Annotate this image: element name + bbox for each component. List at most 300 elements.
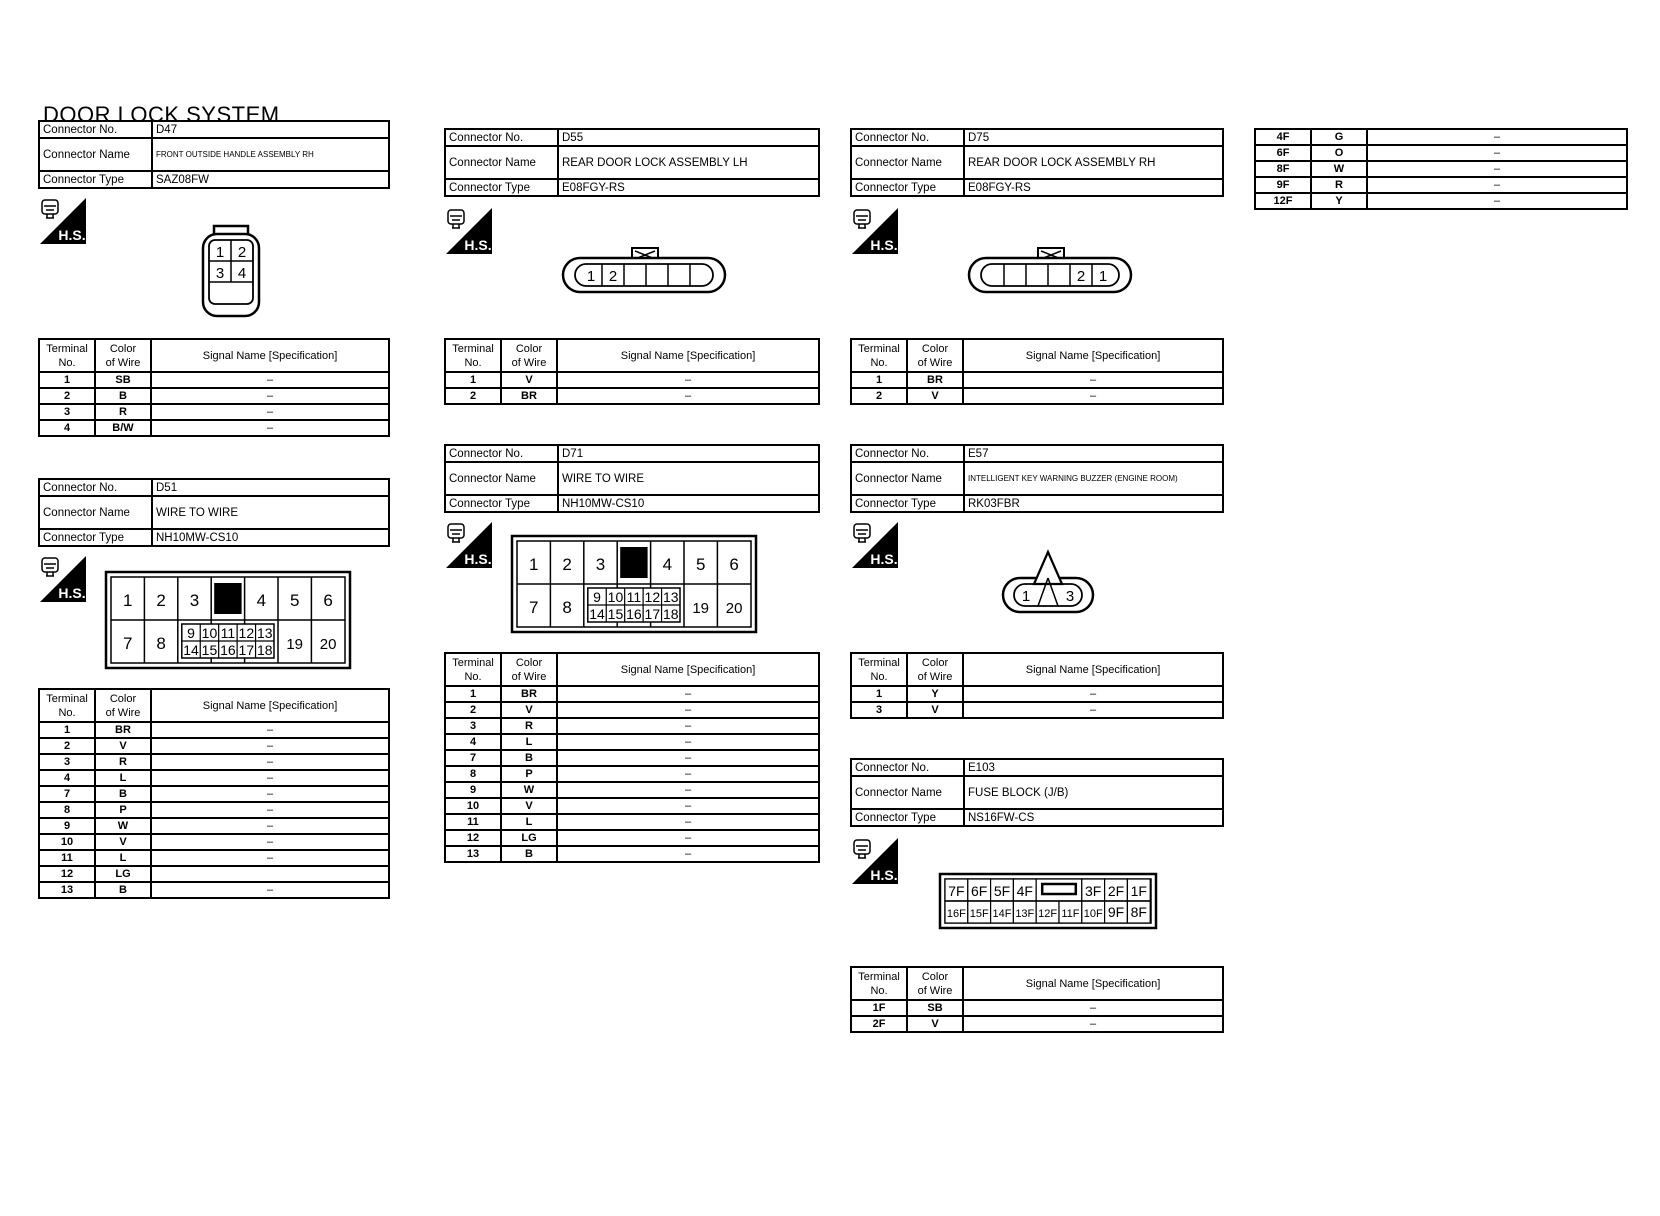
pin-label: 1 xyxy=(528,555,539,574)
connector-no-value: D75 xyxy=(964,129,1223,146)
table-row xyxy=(445,766,819,782)
connector-diagram-e103 xyxy=(938,872,1158,935)
connector-type-label: Connector Type xyxy=(851,179,964,196)
terminal-no: 11 xyxy=(445,814,501,830)
pin-label: 3 xyxy=(595,555,606,574)
wire-color: Y xyxy=(907,686,963,702)
wire-color: Y xyxy=(1311,193,1367,209)
wire-color: P xyxy=(95,802,151,818)
pin-label: 2 xyxy=(608,268,618,285)
pin-label: 13 xyxy=(256,625,273,641)
hs-label: H.S. xyxy=(464,551,492,567)
wire-color: L xyxy=(95,770,151,786)
connector-name-value: WIRE TO WIRE xyxy=(152,496,389,529)
connector-name-label: Connector Name xyxy=(445,462,558,495)
terminal-no: 6F xyxy=(1255,145,1311,161)
harness-side-icon xyxy=(38,196,88,246)
connector-name-label: Connector Name xyxy=(39,496,152,529)
terminal-table-d51 xyxy=(38,688,390,899)
terminal-no: 9 xyxy=(39,818,95,834)
wire-color: BR xyxy=(501,388,557,404)
connector-diagram-d51 xyxy=(104,570,352,675)
signal-name-header: Signal Name [Specification] xyxy=(557,339,819,372)
connector-type-label: Connector Type xyxy=(851,495,964,512)
connector-no-value: D51 xyxy=(152,479,389,496)
harness-side-icon xyxy=(38,554,88,604)
table-row xyxy=(445,814,819,830)
table-row xyxy=(445,718,819,734)
connector-diagram-d75 xyxy=(966,244,1136,301)
signal-name: – xyxy=(963,702,1223,718)
signal-name: – xyxy=(151,882,389,898)
pin-label: 4 xyxy=(256,591,267,610)
signal-name: – xyxy=(151,818,389,834)
wire-color: B xyxy=(501,846,557,862)
connector-no-label: Connector No. xyxy=(851,445,964,462)
table-row xyxy=(39,404,389,420)
connector-type-value: E08FGY-RS xyxy=(964,179,1223,196)
hs-label: H.S. xyxy=(58,227,86,243)
wire-color-header: Color of Wire xyxy=(95,339,151,372)
connector-info-e103 xyxy=(850,758,1224,827)
pin-label: 2 xyxy=(237,244,247,261)
hs-label: H.S. xyxy=(870,867,898,883)
table-row xyxy=(39,882,389,898)
wire-color: O xyxy=(1311,145,1367,161)
connector-diagram-e57 xyxy=(1000,548,1096,623)
table-row xyxy=(445,686,819,702)
wire-color: SB xyxy=(95,372,151,388)
signal-name: – xyxy=(151,372,389,388)
terminal-no: 3 xyxy=(851,702,907,718)
pin-label: 11F xyxy=(1061,908,1080,920)
signal-name: – xyxy=(557,750,819,766)
connector-no-value: D47 xyxy=(152,121,389,138)
pin-label: 6F xyxy=(971,883,988,899)
table-row xyxy=(445,388,819,404)
wire-color-header: Color of Wire xyxy=(95,689,151,722)
wire-color: B xyxy=(95,786,151,802)
signal-name: – xyxy=(557,846,819,862)
harness-side-icon xyxy=(444,206,494,256)
signal-name: – xyxy=(151,850,389,866)
pin-label: 1 xyxy=(122,591,133,610)
pin-label: 4 xyxy=(237,265,247,282)
signal-name: – xyxy=(1367,177,1627,193)
terminal-no: 1 xyxy=(39,722,95,738)
pin-label: 9 xyxy=(593,589,601,605)
table-row xyxy=(39,372,389,388)
hs-label: H.S. xyxy=(870,237,898,253)
connector-name-value: REAR DOOR LOCK ASSEMBLY LH xyxy=(558,146,819,179)
signal-name: – xyxy=(151,388,389,404)
signal-name-header: Signal Name [Specification] xyxy=(151,689,389,722)
pin-label: 14F xyxy=(992,908,1012,920)
signal-name: – xyxy=(1367,161,1627,177)
terminal-table-d71 xyxy=(444,652,820,863)
terminal-no-header: Terminal No. xyxy=(445,339,501,372)
signal-name: – xyxy=(557,388,819,404)
wire-color: B xyxy=(501,750,557,766)
pin-label: 15 xyxy=(607,606,624,622)
terminal-no: 1 xyxy=(851,372,907,388)
terminal-no: 1 xyxy=(851,686,907,702)
terminal-no: 4 xyxy=(39,770,95,786)
pin-label: 3F xyxy=(1085,883,1102,899)
connector-name-value: FRONT OUTSIDE HANDLE ASSEMBLY RH xyxy=(152,138,389,171)
connector-name-label: Connector Name xyxy=(851,146,964,179)
wire-color: V xyxy=(501,372,557,388)
pin-label: 2 xyxy=(156,591,166,610)
table-row xyxy=(445,702,819,718)
connector-diagram-d55 xyxy=(560,244,730,301)
table-row xyxy=(851,702,1223,718)
pin-label: 16F xyxy=(946,908,966,920)
pin-label: 4 xyxy=(662,555,673,574)
signal-name: – xyxy=(963,1000,1223,1016)
pin-label: 18 xyxy=(256,642,273,658)
wire-color: L xyxy=(501,814,557,830)
pin-label: 11 xyxy=(626,589,642,605)
connector-type-label: Connector Type xyxy=(445,495,558,512)
connector-info-d71 xyxy=(444,444,820,513)
wire-color: P xyxy=(501,766,557,782)
terminal-table-d75 xyxy=(850,338,1224,405)
wire-color: V xyxy=(95,738,151,754)
signal-name: – xyxy=(963,372,1223,388)
pin-label: 13 xyxy=(662,589,679,605)
connector-info-d75 xyxy=(850,128,1224,197)
hs-label: H.S. xyxy=(58,585,86,601)
connector-name-label: Connector Name xyxy=(39,138,152,171)
signal-name: – xyxy=(1367,145,1627,161)
terminal-no: 12F xyxy=(1255,193,1311,209)
wire-color: V xyxy=(907,702,963,718)
pin-label: 18 xyxy=(662,606,679,622)
terminal-no: 4 xyxy=(39,420,95,436)
table-row xyxy=(39,866,389,882)
pin-label: 5F xyxy=(993,883,1011,899)
table-row xyxy=(39,420,389,436)
table-row xyxy=(39,802,389,818)
terminal-no: 2 xyxy=(39,738,95,754)
harness-side-icon xyxy=(850,206,900,256)
terminal-no: 4 xyxy=(445,734,501,750)
pin-label: 1 xyxy=(1021,588,1031,605)
pin-label: 15 xyxy=(201,642,218,658)
connector-no-value: E57 xyxy=(964,445,1223,462)
pin-label: 1F xyxy=(1130,883,1147,899)
table-row xyxy=(445,734,819,750)
signal-name xyxy=(151,866,389,882)
pin-label: 3 xyxy=(189,591,200,610)
wire-color: W xyxy=(1311,161,1367,177)
signal-name: – xyxy=(557,798,819,814)
signal-name: – xyxy=(151,786,389,802)
pin-label: 13F xyxy=(1015,908,1035,920)
wire-color: B xyxy=(95,882,151,898)
terminal-no: 1 xyxy=(445,372,501,388)
connector-name-label: Connector Name xyxy=(851,776,964,809)
wire-color: R xyxy=(1311,177,1367,193)
pin-label: 3 xyxy=(215,265,225,282)
page-title: DOOR LOCK SYSTEM xyxy=(43,102,280,127)
signal-name-header: Signal Name [Specification] xyxy=(151,339,389,372)
wire-color: SB xyxy=(907,1000,963,1016)
signal-name: – xyxy=(151,722,389,738)
table-row xyxy=(851,1016,1223,1032)
pin-label: 10 xyxy=(607,589,624,605)
pin-label: 16 xyxy=(626,606,642,622)
terminal-no: 8 xyxy=(445,766,501,782)
pin-label: 2 xyxy=(1076,268,1086,285)
table-row xyxy=(39,770,389,786)
wire-color-header: Color of Wire xyxy=(907,339,963,372)
terminal-no: 2 xyxy=(445,702,501,718)
wire-color: R xyxy=(95,754,151,770)
pin-label: 8F xyxy=(1130,904,1147,920)
terminal-no: 1 xyxy=(445,686,501,702)
signal-name: – xyxy=(963,1016,1223,1032)
signal-name: – xyxy=(1367,193,1627,209)
terminal-table-d55 xyxy=(444,338,820,405)
connector-no-value: E103 xyxy=(964,759,1223,776)
terminal-table-e103-continued xyxy=(1254,128,1628,210)
harness-side-icon xyxy=(850,520,900,570)
connector-name-value: FUSE BLOCK (J/B) xyxy=(964,776,1223,809)
terminal-no: 2 xyxy=(445,388,501,404)
pin-label: 8 xyxy=(562,598,572,617)
wire-color: L xyxy=(95,850,151,866)
table-row xyxy=(39,738,389,754)
table-row xyxy=(445,798,819,814)
pin-label: 19 xyxy=(286,636,304,653)
wire-color: BR xyxy=(501,686,557,702)
signal-name: – xyxy=(557,830,819,846)
pin-label: 12 xyxy=(644,589,661,605)
wire-color: R xyxy=(95,404,151,420)
pin-label: 16 xyxy=(220,642,236,658)
connector-type-label: Connector Type xyxy=(39,529,152,546)
signal-name: – xyxy=(151,420,389,436)
terminal-no-header: Terminal No. xyxy=(851,653,907,686)
table-row xyxy=(445,750,819,766)
table-row xyxy=(1255,193,1627,209)
wire-color: LG xyxy=(501,830,557,846)
table-row xyxy=(39,388,389,404)
signal-name: – xyxy=(151,738,389,754)
table-row xyxy=(851,686,1223,702)
connector-type-label: Connector Type xyxy=(39,171,152,188)
connector-no-label: Connector No. xyxy=(39,121,152,138)
wire-color: G xyxy=(1311,129,1367,145)
terminal-no: 13 xyxy=(39,882,95,898)
signal-name: – xyxy=(963,388,1223,404)
connector-name-value: INTELLIGENT KEY WARNING BUZZER (ENGINE ROOM) xyxy=(964,462,1223,495)
terminal-no: 2 xyxy=(851,388,907,404)
pin-label: 19 xyxy=(692,600,710,617)
wire-color: W xyxy=(501,782,557,798)
table-row xyxy=(39,818,389,834)
terminal-no-header: Terminal No. xyxy=(39,339,95,372)
signal-name-header: Signal Name [Specification] xyxy=(557,653,819,686)
connector-type-value: SAZ08FW xyxy=(152,171,389,188)
pin-label: 14 xyxy=(183,642,199,658)
pin-label: 17 xyxy=(644,606,661,622)
connector-name-label: Connector Name xyxy=(445,146,558,179)
connector-name-value: WIRE TO WIRE xyxy=(558,462,819,495)
pin-label: 11 xyxy=(220,625,236,641)
connector-no-label: Connector No. xyxy=(851,129,964,146)
connector-name-label: Connector Name xyxy=(851,462,964,495)
harness-side-icon xyxy=(444,520,494,570)
pin-label: 5 xyxy=(289,591,300,610)
wire-color: W xyxy=(95,818,151,834)
terminal-no: 10 xyxy=(445,798,501,814)
connector-type-label: Connector Type xyxy=(851,809,964,826)
pin-label: 2 xyxy=(562,555,572,574)
terminal-no: 10 xyxy=(39,834,95,850)
terminal-no-header: Terminal No. xyxy=(851,339,907,372)
table-row xyxy=(1255,145,1627,161)
pin-label: 5 xyxy=(695,555,706,574)
pin-label: 7F xyxy=(948,883,965,899)
signal-name: – xyxy=(557,734,819,750)
pin-label: 12F xyxy=(1038,908,1058,920)
signal-name: – xyxy=(557,782,819,798)
connector-type-value: RK03FBR xyxy=(964,495,1223,512)
signal-name: – xyxy=(557,814,819,830)
terminal-no: 3 xyxy=(39,404,95,420)
signal-name: – xyxy=(557,372,819,388)
connector-no-label: Connector No. xyxy=(851,759,964,776)
terminal-no-header: Terminal No. xyxy=(445,653,501,686)
terminal-no: 12 xyxy=(39,866,95,882)
signal-name: – xyxy=(557,766,819,782)
wire-color-header: Color of Wire xyxy=(501,653,557,686)
pin-label: 7 xyxy=(528,598,539,617)
wire-color: V xyxy=(501,798,557,814)
pin-label: 9F xyxy=(1107,904,1125,920)
signal-name: – xyxy=(557,702,819,718)
table-row xyxy=(445,846,819,862)
signal-name: – xyxy=(557,686,819,702)
signal-name: – xyxy=(557,718,819,734)
wire-color: B/W xyxy=(95,420,151,436)
signal-name: – xyxy=(151,834,389,850)
connector-type-value: NS16FW-CS xyxy=(964,809,1223,826)
pin-label: 6 xyxy=(729,555,739,574)
terminal-table-d47 xyxy=(38,338,390,437)
terminal-no-header: Terminal No. xyxy=(39,689,95,722)
table-row xyxy=(39,754,389,770)
pin-label: 10 xyxy=(201,625,218,641)
connector-type-value: NH10MW-CS10 xyxy=(152,529,389,546)
terminal-no: 4F xyxy=(1255,129,1311,145)
table-row xyxy=(39,786,389,802)
terminal-no: 7 xyxy=(39,786,95,802)
wire-color: V xyxy=(907,388,963,404)
terminal-no-header: Terminal No. xyxy=(851,967,907,1000)
terminal-no: 2 xyxy=(39,388,95,404)
connector-type-value: NH10MW-CS10 xyxy=(558,495,819,512)
pin-label: 17 xyxy=(238,642,255,658)
table-row xyxy=(851,372,1223,388)
signal-name: – xyxy=(1367,129,1627,145)
terminal-no: 9 xyxy=(445,782,501,798)
wire-color-header: Color of Wire xyxy=(907,653,963,686)
pin-label: 3 xyxy=(1065,588,1075,605)
connector-name-value: REAR DOOR LOCK ASSEMBLY RH xyxy=(964,146,1223,179)
connector-type-value: E08FGY-RS xyxy=(558,179,819,196)
table-row xyxy=(445,782,819,798)
wire-color: V xyxy=(95,834,151,850)
terminal-no: 7 xyxy=(445,750,501,766)
table-row xyxy=(1255,161,1627,177)
connector-diagram-d71 xyxy=(510,534,758,639)
pin-label: 4F xyxy=(1016,883,1033,899)
connector-info-d47 xyxy=(38,120,390,189)
connector-info-e57 xyxy=(850,444,1224,513)
signal-name: – xyxy=(963,686,1223,702)
pin-label: 12 xyxy=(238,625,255,641)
table-row xyxy=(445,372,819,388)
connector-no-label: Connector No. xyxy=(39,479,152,496)
connector-info-d55 xyxy=(444,128,820,197)
hs-label: H.S. xyxy=(464,237,492,253)
terminal-no: 13 xyxy=(445,846,501,862)
pin-label: 7 xyxy=(122,634,133,653)
table-row xyxy=(851,388,1223,404)
terminal-table-e57 xyxy=(850,652,1224,719)
pin-label: 20 xyxy=(725,600,743,617)
wire-color: BR xyxy=(907,372,963,388)
signal-name: – xyxy=(151,404,389,420)
table-row xyxy=(39,834,389,850)
connector-no-label: Connector No. xyxy=(445,445,558,462)
pin-label: 6 xyxy=(323,591,333,610)
pin-label: 20 xyxy=(319,636,337,653)
pin-label: 9 xyxy=(187,625,195,641)
wire-color-header: Color of Wire xyxy=(907,967,963,1000)
signal-name: – xyxy=(151,802,389,818)
pin-label: 15F xyxy=(969,908,989,920)
wire-color: L xyxy=(501,734,557,750)
wire-color: V xyxy=(907,1016,963,1032)
wire-color: R xyxy=(501,718,557,734)
connector-type-label: Connector Type xyxy=(445,179,558,196)
harness-side-icon xyxy=(850,836,900,886)
pin-label: 1 xyxy=(1098,268,1108,285)
hs-label: H.S. xyxy=(870,551,898,567)
terminal-no: 11 xyxy=(39,850,95,866)
terminal-no: 1F xyxy=(851,1000,907,1016)
connector-diagram-d47 xyxy=(200,220,270,325)
signal-name: – xyxy=(151,770,389,786)
table-row xyxy=(1255,177,1627,193)
wire-color: V xyxy=(501,702,557,718)
terminal-no: 8F xyxy=(1255,161,1311,177)
signal-name-header: Signal Name [Specification] xyxy=(963,967,1223,1000)
terminal-no: 12 xyxy=(445,830,501,846)
terminal-no: 1 xyxy=(39,372,95,388)
table-row xyxy=(1255,129,1627,145)
terminal-no: 3 xyxy=(39,754,95,770)
terminal-no: 3 xyxy=(445,718,501,734)
pin-label: 8 xyxy=(156,634,166,653)
table-row xyxy=(39,850,389,866)
signal-name-header: Signal Name [Specification] xyxy=(963,653,1223,686)
